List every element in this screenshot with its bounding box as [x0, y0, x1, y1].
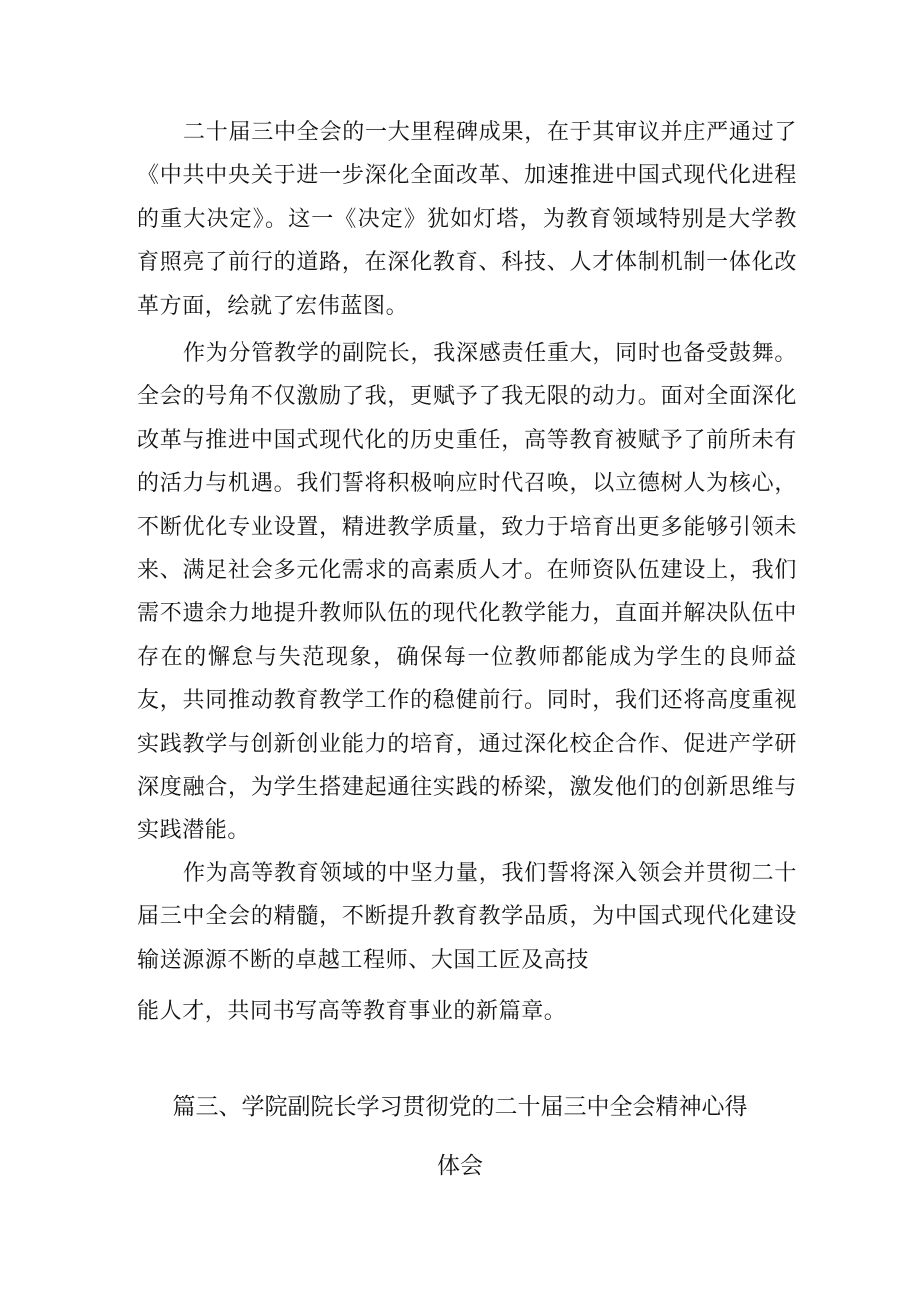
section-heading-line-2: 体会: [437, 1153, 483, 1179]
paragraph-2: 作为分管教学的副院长，我深感责任重大，同时也备受鼓舞。全会的号角不仅激励了我，更赋予了我无限的动力。面对全面深化改革与推进中国式现代化的历史重任，高等教育被赋予了前所未有的活力与机遇。我们誓将积极响应时代召唤，以立德树人为核心，不断优化专业设置，精进教学质量，致力于培育出更多能够引领未来、满足社会多元化需求的高素质人才。在师资队伍建设上，我们需不遗余力地提升教师队伍的现代化教学能力，直面并解决队伍中存在的懈怠与失范现象，确保每一位教师都能成为学生的良师益友，共同推动教育教学工作的稳健前行。同时，我们还将高度重视实践教学与创新创业能力的培育，通过深化校企合作、促进产学研深度融合，为学生搭建起通往实践的桥梁，激发他们的创新思维与实践潜能。: [137, 341, 797, 844]
paragraph-1: 二十届三中全会的一大里程碑成果，在于其审议并庄严通过了《中共中央关于进一步深化全面改革、加速推进中国式现代化进程的重大决定》。这一《决定》犹如灯塔，为教育领域特别是大学教育照亮了前行的道路，在深化教育、科技、人才体制机制一体化改革方面，绘就了宏伟蓝图。: [137, 120, 797, 319]
paragraph-3: 作为高等教育领域的中坚力量，我们誓将深入领会并贯彻二十届三中全会的精髓，不断提升教育教学品质，为中国式现代化建设输送源源不断的卓越工程师、大国工匠及高技: [137, 861, 797, 973]
section-heading-line-1: 篇三、学院副院长学习贯彻党的二十届三中全会精神心得: [172, 1094, 748, 1120]
paragraph-continuation: 能人才，共同书写高等教育事业的新篇章。: [137, 999, 567, 1024]
